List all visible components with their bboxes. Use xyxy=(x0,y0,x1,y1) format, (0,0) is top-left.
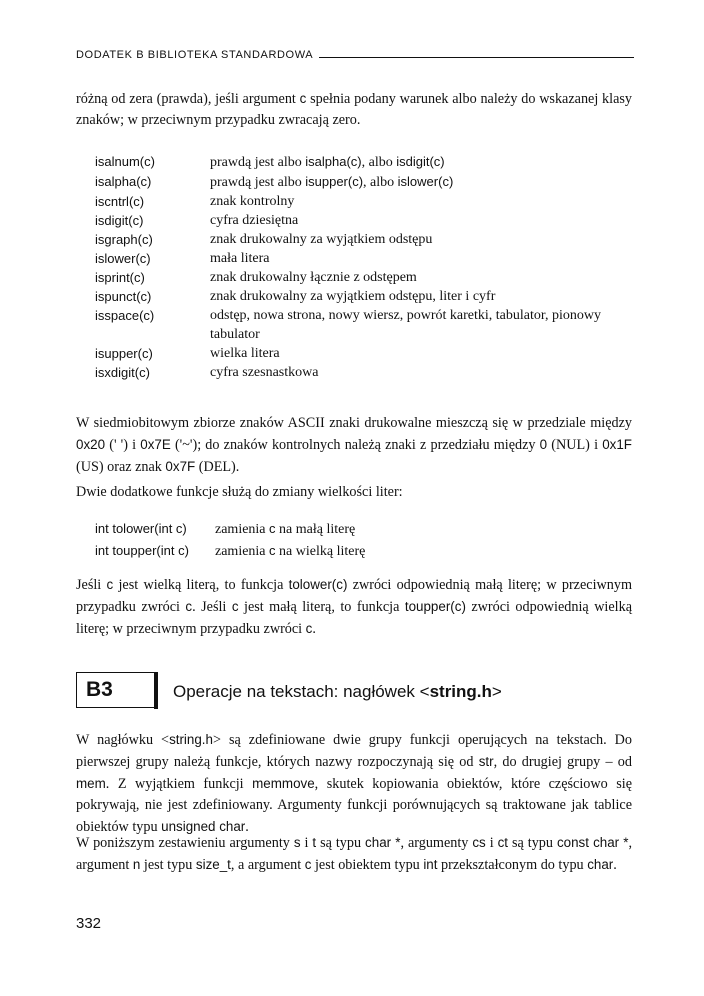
function-row xyxy=(95,230,625,249)
function-row xyxy=(95,249,625,268)
function-name: int tolower(int c) xyxy=(95,521,187,536)
function-name: isalnum(c) xyxy=(95,154,155,169)
function-description: mała litera xyxy=(210,251,270,266)
function-description: znak drukowalny łącznie z odstępem xyxy=(210,270,417,285)
function-name: isspace(c) xyxy=(95,308,155,323)
function-row xyxy=(95,306,625,344)
function-row xyxy=(95,152,625,172)
function-row xyxy=(95,192,625,211)
text: różną od zera (prawda), jeśli argument xyxy=(76,91,300,107)
ascii-paragraph: W siedmiobitowym zbiorze znaków ASCII znaki drukowalne mieszczą się w przedziale między 0x20 (' ') i 0x7E ('~'); do znaków kontrolnych należą znaki z przedziału między 0 (NUL) i 0x1F (US) oraz znak 0x7F (DEL). xyxy=(76,415,632,475)
running-header-title: DODATEK B BIBLIOTEKA STANDARDOWA xyxy=(76,49,314,61)
string-intro-paragraph: W nagłówku <string.h> są zdefiniowane dwie grupy funkcji operujących na tekstach. Do pierwszej grupy należą funkcje, których nazwy rozpoczynają się od str, do drugiej grupy – od mem. Z wyjątkiem funkcji memmove, skutek kopiowania obiektów, które częściowo się pokrywają, nie jest zdefiniowany. Argumenty funkcji porównujących są traktowane jak tablice obiektów typu unsigned char. xyxy=(76,732,633,835)
function-description: prawdą jest albo isupper(c), albo islower(c) xyxy=(210,174,454,190)
section-badge-bar xyxy=(154,672,158,709)
function-name: islower(c) xyxy=(95,251,151,266)
section-heading xyxy=(76,672,636,710)
function-row xyxy=(95,268,625,287)
function-row xyxy=(95,211,625,230)
header-rule xyxy=(319,57,634,58)
function-description: wielka litera xyxy=(210,346,280,361)
function-name: isupper(c) xyxy=(95,346,153,361)
section-title: Operacje na tekstach: nagłówek <string.h> xyxy=(173,682,502,701)
function-description: cyfra szesnastkowa xyxy=(210,365,319,380)
function-description: odstęp, nowa strona, nowy wiersz, powrót karetki, tabulator, pionowy tabulator xyxy=(210,308,601,342)
section-number: B3 xyxy=(86,678,113,701)
function-row xyxy=(95,518,365,540)
function-row xyxy=(95,172,625,192)
function-name: isalpha(c) xyxy=(95,174,152,189)
function-row xyxy=(95,363,625,382)
function-description: cyfra dziesiętna xyxy=(210,213,299,228)
function-name: isgraph(c) xyxy=(95,232,153,247)
function-name: iscntrl(c) xyxy=(95,194,145,209)
case-function-list xyxy=(95,518,365,562)
string-args-paragraph: W poniższym zestawieniu argumenty s i t są typu char *, argumenty cs i ct są typu const char *, argument n jest typu size_t, a argument c jest obiektem typu int przekształconym do typu char. xyxy=(76,835,633,873)
case-description-paragraph: Jeśli c jest wielką literą, to funkcja tolower(c) zwróci odpowiednią małą literę; w przeciwnym przypadku zwróci c. Jeśli c jest małą literą, to funkcja toupper(c) zwróci odpowiednią wielką literę; w przeciwnym przypadku zwróci c. xyxy=(76,577,633,637)
function-description: znak kontrolny xyxy=(210,194,295,209)
function-description: zamienia c na małą literę xyxy=(215,521,356,537)
text: spełnia podany warunek albo należy do wskazanej klasy znaków; w przeciwnym przypadku zwracają zero. xyxy=(76,91,632,128)
function-description: znak drukowalny za wyjątkiem odstępu xyxy=(210,232,433,247)
function-name: ispunct(c) xyxy=(95,289,152,304)
function-row xyxy=(95,287,625,306)
code: c xyxy=(299,91,307,106)
intro-paragraph xyxy=(76,88,632,131)
ctype-function-list xyxy=(95,152,625,382)
function-description: zamienia c na wielką literę xyxy=(215,543,366,559)
function-row xyxy=(95,344,625,363)
case-intro-paragraph: Dwie dodatkowe funkcje służą do zmiany wielkości liter: xyxy=(76,484,403,500)
function-row xyxy=(95,540,365,562)
function-name: isdigit(c) xyxy=(95,213,144,228)
page-number: 332 xyxy=(76,915,102,932)
function-description: znak drukowalny za wyjątkiem odstępu, liter i cyfr xyxy=(210,289,496,304)
function-name: isxdigit(c) xyxy=(95,365,150,380)
function-name: isprint(c) xyxy=(95,270,145,285)
function-description: prawdą jest albo isalpha(c), albo isdigit(c) xyxy=(210,154,445,170)
function-name: int toupper(int c) xyxy=(95,543,189,558)
running-header xyxy=(76,49,634,61)
